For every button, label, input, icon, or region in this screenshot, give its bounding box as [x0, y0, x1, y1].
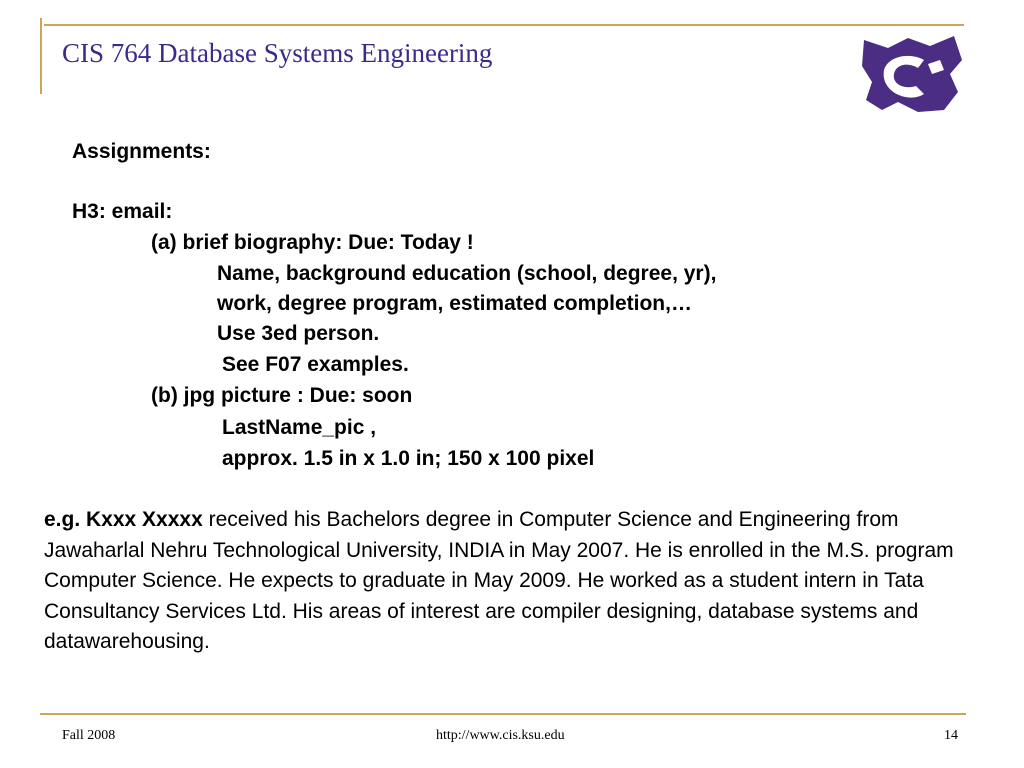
item-b: (b) jpg picture : Due: soon — [151, 384, 413, 407]
footer-term: Fall 2008 — [62, 728, 116, 743]
footer-url: http://www.cis.ksu.edu — [436, 728, 565, 743]
item-a-detail-4: See F07 examples. — [222, 353, 409, 376]
slide-title: CIS 764 Database Systems Engineering — [62, 38, 493, 68]
top-rule — [44, 24, 964, 26]
h3-line: H3: email: — [72, 200, 173, 223]
item-b-detail-1: LastName_pic , — [222, 416, 377, 439]
item-a-detail-2: work, degree program, estimated completion,… — [217, 292, 692, 315]
example-lead: e.g. Kxxx Xxxxx — [44, 508, 203, 531]
item-a-detail-3: Use 3ed person. — [217, 322, 380, 345]
example-paragraph — [44, 505, 984, 658]
assignments-heading: Assignments: — [72, 140, 211, 163]
ksu-wildcat-logo-icon — [858, 30, 968, 116]
example-text: received his Bachelors degree in Computer Science and Engineering from Jawaharlal Nehru Technological University, INDIA in May 2007. He is enrolled in the M.S. program Computer Science. He expects to graduate in May 2009. He worked as a student intern in Tata Consultancy Services Ltd. His areas of interest are compiler designing, database systems and datawarehousing. — [44, 508, 954, 653]
item-b-detail-2: approx. 1.5 in x 1.0 in; 150 x 100 pixel — [222, 447, 595, 470]
page-number: 14 — [944, 728, 958, 743]
item-a: (a) brief biography: Due: Today ! — [151, 231, 474, 254]
item-a-detail-1: Name, background education (school, degree, yr), — [217, 262, 717, 285]
bottom-rule — [40, 713, 966, 715]
left-rule — [40, 18, 42, 94]
